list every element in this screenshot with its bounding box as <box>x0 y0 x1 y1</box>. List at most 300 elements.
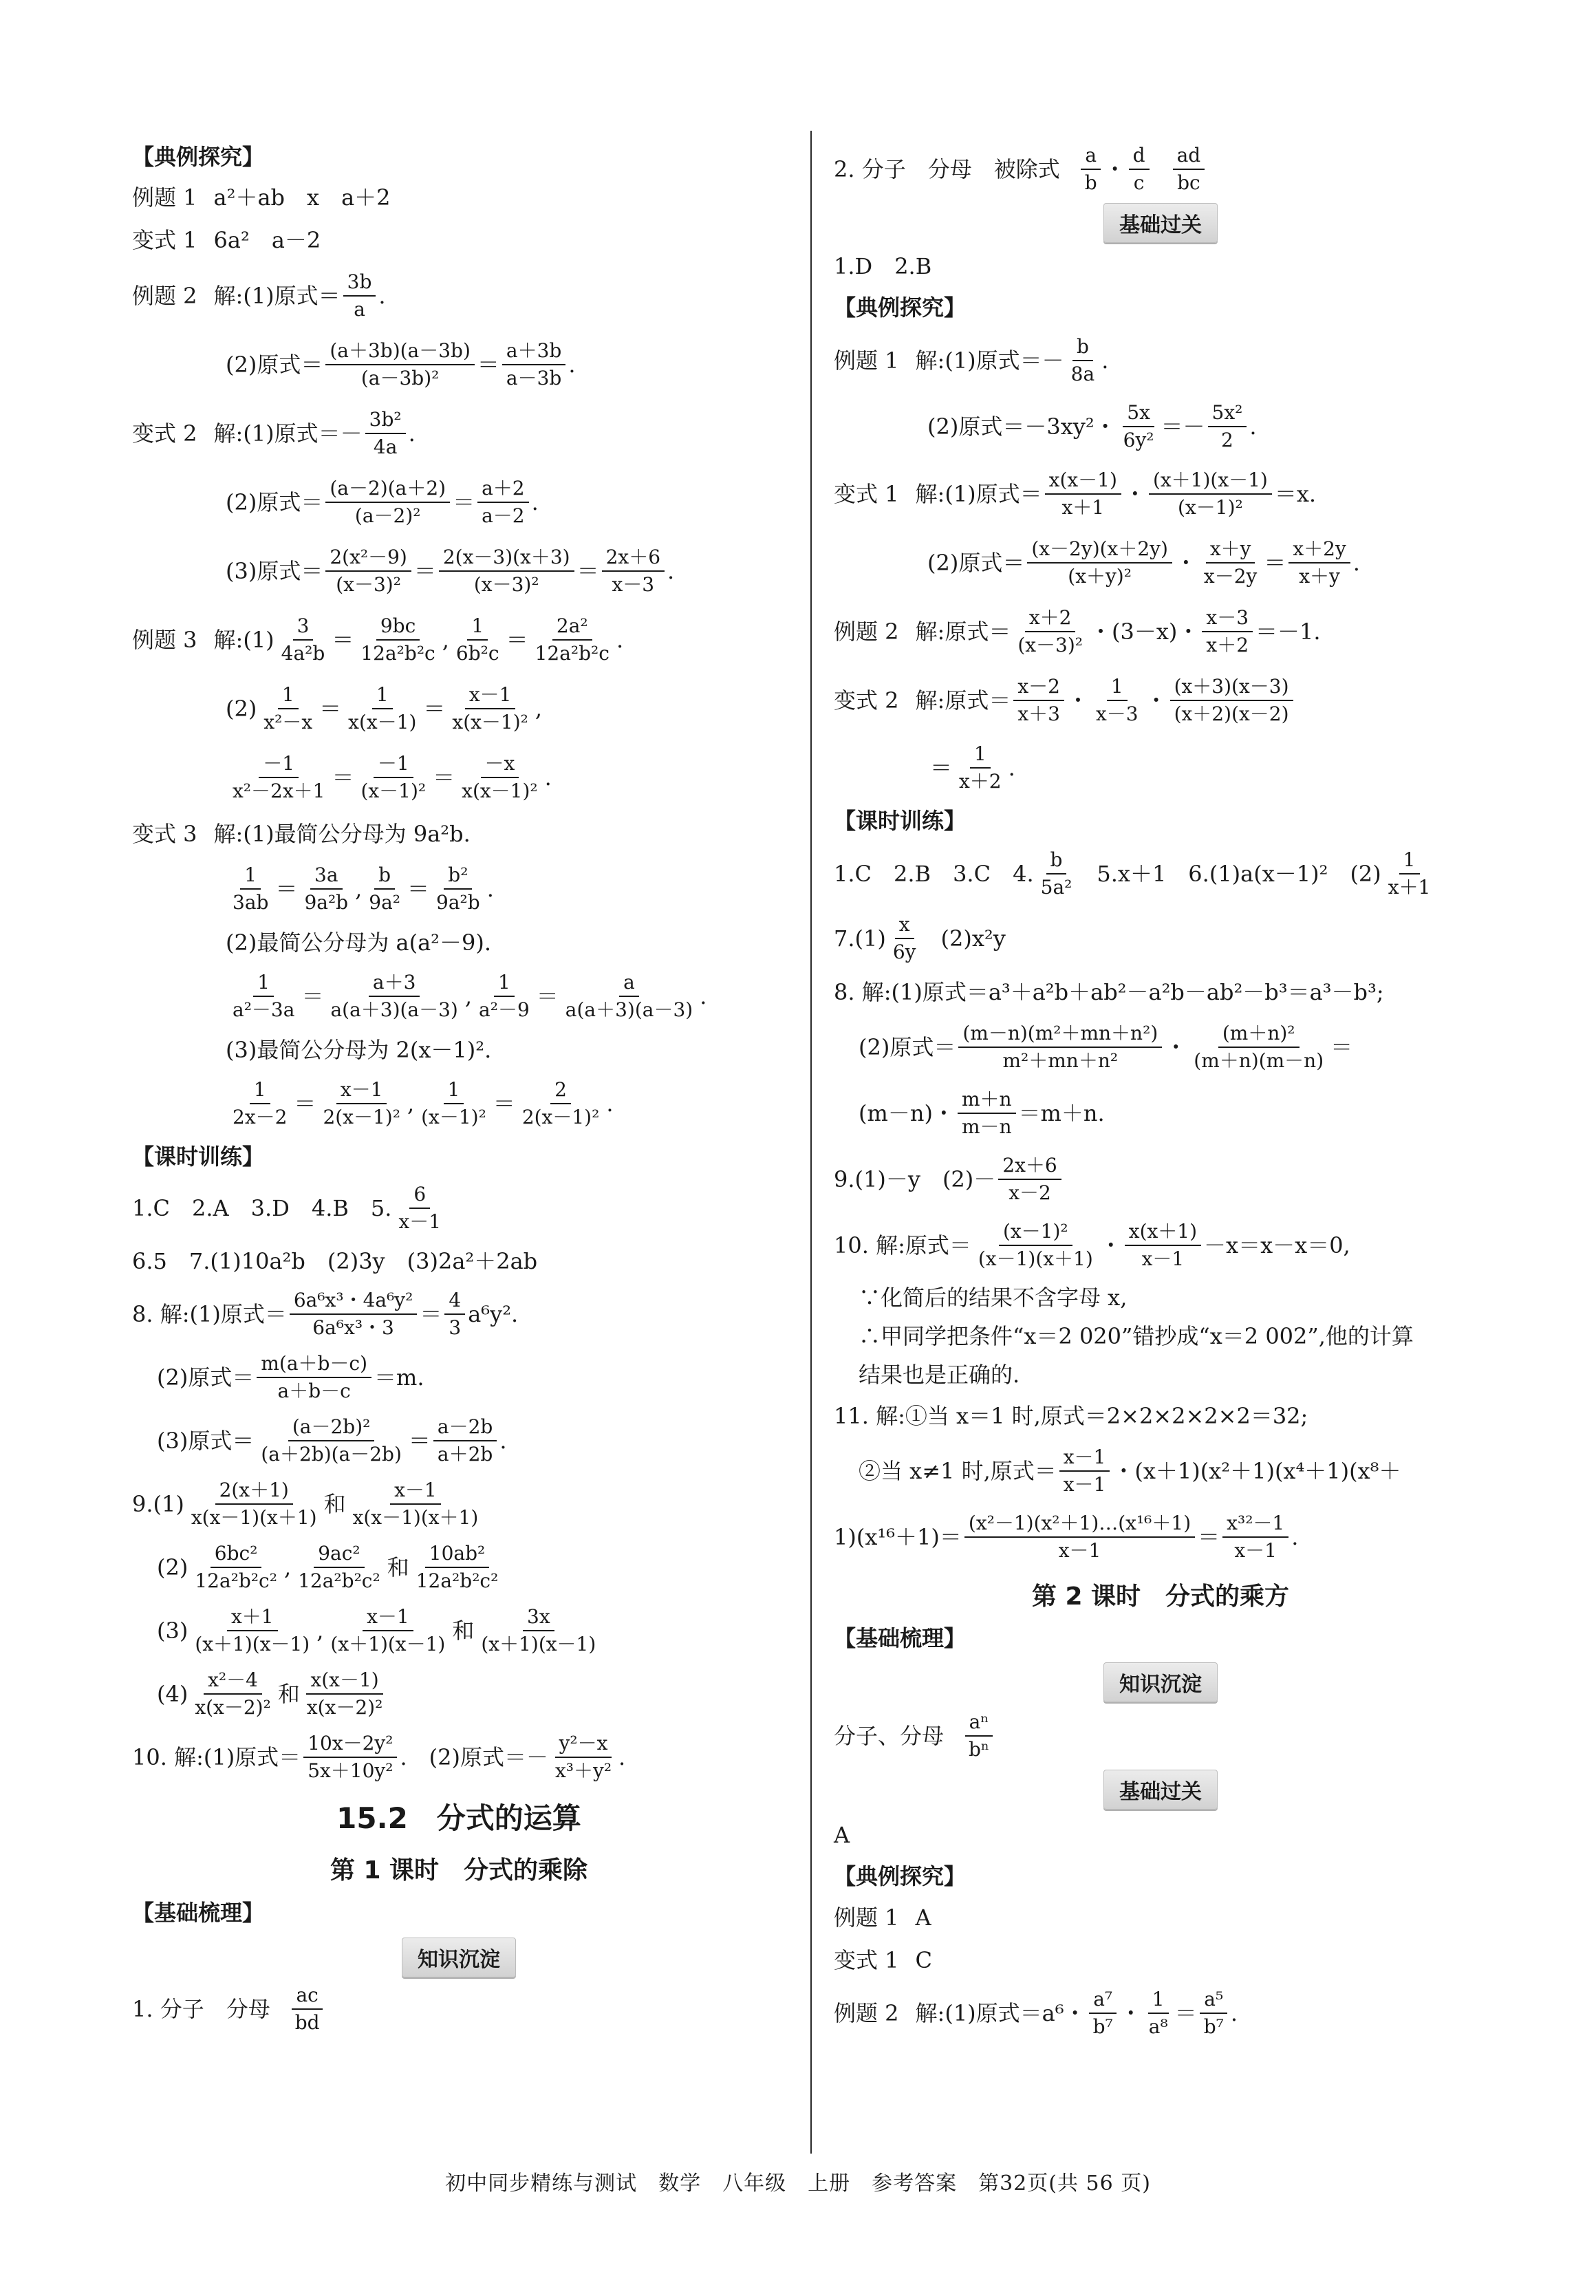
text: (x－3)² <box>473 573 539 596</box>
fraction <box>1059 1446 1110 1496</box>
text: (x＋y)² <box>1068 565 1132 588</box>
fraction <box>998 1154 1061 1204</box>
fraction <box>958 1022 1162 1072</box>
fraction <box>964 1710 993 1761</box>
exercise-10-line-3 <box>834 1317 1487 1355</box>
fraction <box>228 752 329 802</box>
text: (x＋1)(x－1) <box>330 1633 446 1655</box>
text: , <box>535 695 543 722</box>
text: 1.C 2.A 3.D 4.B 5. <box>132 1194 392 1221</box>
fraction <box>1173 144 1205 194</box>
text: (x－1)(x＋1) <box>978 1247 1093 1270</box>
text: 3x <box>523 1605 554 1631</box>
text: 12a²b²c² <box>195 1569 277 1592</box>
fraction <box>1189 1022 1328 1072</box>
text: b <box>1072 335 1093 361</box>
text: ＝ <box>407 875 430 902</box>
text: x＋2 <box>1025 606 1076 632</box>
text: x－1 <box>1234 1539 1277 1562</box>
text: ・ <box>1145 687 1167 714</box>
text: . <box>499 1427 507 1454</box>
exercise-11 <box>834 1394 1487 1438</box>
section-header <box>834 1618 1487 1658</box>
section-header <box>132 1892 786 1933</box>
text: ＝ <box>576 557 599 584</box>
text: 1 <box>1399 848 1420 875</box>
section-title: 15.2 分式的运算 <box>336 1801 581 1835</box>
column-divider <box>810 131 812 2154</box>
example-1b <box>834 1896 1487 1939</box>
text: 1 <box>494 971 515 997</box>
text: 1 <box>467 614 488 641</box>
fraction <box>1089 1988 1117 2038</box>
text: x²－2x＋1 <box>233 780 325 802</box>
fraction <box>964 1512 1195 1562</box>
knowledge-2 <box>834 138 1487 201</box>
example-3-part-2 <box>132 674 786 743</box>
text: (a－2)(a＋2) <box>325 477 450 503</box>
text: y²－x <box>555 1732 612 1758</box>
text: 9a² <box>369 891 401 914</box>
fraction <box>1170 675 1293 725</box>
text: 8a <box>1070 363 1095 385</box>
text: (2)原式＝－3xy²・ <box>927 413 1117 440</box>
text: 6a⁶x³・3 <box>312 1316 394 1339</box>
text: x＋1 <box>1061 496 1105 519</box>
text: 解:原式＝ <box>915 618 1011 645</box>
fraction <box>228 971 299 1021</box>
text: 11. 解:①当 x＝1 时,原式＝2×2×2×2×2＝32; <box>834 1402 1308 1429</box>
text: bd <box>294 2011 320 2034</box>
text: b⁷ <box>1203 2015 1224 2038</box>
text: 6.5 7.(1)10a²b (2)3y (3)2a²＋2ab <box>132 1247 538 1274</box>
fraction <box>365 408 406 458</box>
section-header <box>834 288 1487 328</box>
badge-row <box>834 201 1487 245</box>
basic-answer <box>834 1814 1487 1856</box>
text: 1 <box>253 971 274 997</box>
fraction <box>325 339 475 389</box>
text: 【课时训练】 <box>834 807 967 834</box>
text: 例题 1 <box>132 184 197 211</box>
text: 12a²b²c <box>360 642 435 665</box>
text: (3)原式＝ <box>157 1427 255 1454</box>
variant-1 <box>132 219 786 261</box>
text: ＝ <box>493 1090 515 1117</box>
text: a⁵ <box>1200 1988 1227 2014</box>
variant-2 <box>834 666 1487 735</box>
text: a－2 <box>482 504 525 527</box>
text: 6bc² <box>211 1542 262 1568</box>
exercise-11-part-2 <box>834 1438 1487 1504</box>
text: 2(x－3)(x＋3) <box>439 546 574 572</box>
text: 变式 1 <box>834 480 899 507</box>
fraction <box>394 1183 445 1233</box>
text: (x－1)² <box>1178 496 1243 519</box>
fraction <box>1125 1220 1201 1270</box>
exercise-9-part-3 <box>132 1599 786 1662</box>
text: 10x－2y² <box>303 1732 397 1758</box>
fraction <box>1027 537 1172 588</box>
text: 8. 解:(1)原式＝a³＋a²b＋ab²－a²b－ab²－b³＝a³－b³; <box>834 978 1384 1005</box>
text: 6b²c <box>455 642 499 665</box>
text: x－1 <box>363 1605 413 1631</box>
text: x－1 <box>465 683 516 709</box>
text: (x－3)² <box>1017 634 1083 656</box>
text: x－1 <box>390 1479 441 1505</box>
text: (4) <box>157 1680 188 1707</box>
text: 9ac² <box>314 1542 364 1568</box>
text: . <box>531 489 539 515</box>
right-column <box>834 138 1487 2045</box>
text: 12a²b²c² <box>416 1569 499 1592</box>
text: 例题 2 <box>132 282 197 309</box>
text: 例题 2 <box>834 618 899 645</box>
fraction <box>1149 469 1272 519</box>
text: x＋3 <box>1017 702 1060 725</box>
text: 6a² a－2 <box>213 226 321 253</box>
text: a－2b <box>433 1415 497 1441</box>
page-footer: 初中同步精练与测试 数学 八年级 上册 参考答案 第32页(共 56 页) <box>445 2171 1151 2196</box>
text: 10ab² <box>425 1542 489 1568</box>
text: 解:(1)最简公分母为 9a²b. <box>213 820 471 847</box>
text: 9.(1) <box>132 1490 184 1517</box>
text: ＝ <box>453 489 475 515</box>
text: (2)最简公分母为 a(a²－9). <box>226 929 491 956</box>
fraction <box>432 863 484 914</box>
text: x(x－1)² <box>462 780 538 802</box>
text: 【典例探究】 <box>132 143 265 170</box>
fraction <box>531 614 614 665</box>
variant-1-part-2: (2)原式＝ $\frac{(x-2y)(x+2y)}{\text{(x＋y)²}}$ ・ $\frac{x+y}{x-2y}$ ＝ $\frac{x+2y}{x+y}$ . <box>927 537 1360 588</box>
text: 9a²b <box>304 891 349 914</box>
text: －1 <box>374 752 413 778</box>
fraction <box>448 683 532 733</box>
text: 3 <box>293 614 314 641</box>
text: (x－2y)(x＋2y) <box>1027 537 1172 564</box>
fraction <box>955 742 1006 793</box>
exercise-9-part-4 <box>132 1662 786 1726</box>
fraction <box>326 971 462 1021</box>
text: a＋2 <box>477 477 529 503</box>
text: 【典例探究】 <box>834 1863 967 1889</box>
left-column <box>132 138 786 2037</box>
text: m²＋mn＋n² <box>1002 1049 1119 1072</box>
lesson-title: 第 1 课时 分式的乘除 <box>330 1856 588 1885</box>
text: (x＋2)(x－2) <box>1174 702 1289 725</box>
text: 5x＋10y² <box>308 1759 393 1782</box>
exercise-9-part-2 <box>132 1536 786 1599</box>
text: 【基础梳理】 <box>132 1899 265 1926</box>
fraction <box>1013 606 1087 656</box>
fraction <box>1081 144 1101 194</box>
text: ＝ <box>433 764 455 791</box>
text: 1 <box>372 683 393 709</box>
text: . <box>1291 1523 1299 1550</box>
text: 变式 1 <box>132 226 197 253</box>
text: 1. 分子 分母 <box>132 1995 270 2022</box>
text: 10. 解:原式＝ <box>834 1232 971 1258</box>
text: ＝ <box>413 557 436 584</box>
exercise-8-part-1 <box>132 1283 786 1346</box>
text: x－1 <box>1059 1446 1110 1472</box>
fraction <box>294 1542 385 1592</box>
fraction <box>291 1984 324 2034</box>
example-1-part-2: (2)原式＝－3xy²・ $\frac{5x}{\text{6y²}}$ ＝－ $\frac{\text{5x²}}{2}$ . <box>927 401 1257 451</box>
text: , <box>355 875 363 902</box>
text: 解:(1)原式＝－ <box>915 347 1064 374</box>
text: ∵化简后的结果不含字母 x, <box>859 1284 1128 1311</box>
exercise-8-part-3 <box>834 1080 1487 1146</box>
text: ＝ <box>536 983 559 1009</box>
text: 5x² <box>1208 401 1247 427</box>
variant-2-part-2 <box>132 468 786 537</box>
text: b <box>1084 171 1097 194</box>
text: 12a²b²c <box>535 642 610 665</box>
text: (x－3)² <box>336 573 401 596</box>
text: 1)(x¹⁶＋1)＝ <box>834 1523 962 1550</box>
text: a＋b－c <box>277 1380 351 1402</box>
text: x＋1 <box>227 1605 278 1631</box>
text: x－2y <box>1203 565 1258 588</box>
text: ＝ <box>332 764 354 791</box>
fraction <box>561 971 697 1021</box>
text: , <box>283 1554 292 1580</box>
text: bc <box>1177 171 1200 194</box>
variant-3-part-3 <box>132 1029 786 1071</box>
text: m(a＋b－c) <box>257 1352 371 1378</box>
text: x－3 <box>612 573 655 596</box>
text: 1 <box>278 683 299 709</box>
text: ・(x＋1)(x²＋1)(x⁴＋1)(x⁸＋ <box>1112 1457 1401 1484</box>
text: ＝x. <box>1274 480 1317 507</box>
text: x＋2y <box>1288 537 1350 564</box>
exercise-10-line-4 <box>834 1355 1487 1394</box>
text: x(x＋1) <box>1125 1220 1201 1246</box>
fraction <box>502 339 565 389</box>
text: x(x－1) <box>306 1669 382 1695</box>
text: (x＋1)(x－1) <box>195 1633 310 1655</box>
knowledge-badge: 知识沉淀 <box>402 1938 516 1977</box>
text: , <box>464 983 473 1009</box>
fraction <box>602 546 665 596</box>
text: x＋2 <box>959 770 1002 793</box>
text: b⁷ <box>1092 2015 1113 2038</box>
fraction <box>228 863 272 914</box>
exercise-1-5 <box>132 1177 786 1240</box>
text: ②当 x≠1 时,原式＝ <box>859 1457 1057 1484</box>
text: a⁷ <box>1089 1988 1117 2014</box>
text: (3) <box>157 1617 188 1644</box>
text: aⁿ <box>965 1710 993 1737</box>
exercise-10-line-2 <box>834 1278 1487 1317</box>
text: 2a² <box>552 614 592 641</box>
fraction <box>1129 144 1150 194</box>
text: (x－1)² <box>360 780 427 802</box>
text: x－3 <box>1095 702 1139 725</box>
text: 和 <box>277 1680 300 1707</box>
text: 8. 解:(1)原式＝ <box>132 1300 287 1327</box>
text: (x－1)² <box>421 1106 486 1128</box>
fraction <box>974 1220 1097 1270</box>
text: 变式 1 <box>834 1946 899 1973</box>
text: . <box>700 983 707 1009</box>
text: 5x <box>1123 401 1154 427</box>
text: ＝ <box>275 875 298 902</box>
fraction <box>191 1542 281 1592</box>
text: 2. 分子 分母 被除式 <box>834 155 1060 182</box>
text: . <box>667 557 675 584</box>
text: 变式 2 <box>132 420 197 447</box>
fraction <box>1288 537 1350 588</box>
text: (2)x²y <box>940 925 1006 952</box>
text: . <box>408 420 416 447</box>
text: . <box>544 764 552 791</box>
text: 5a² <box>1040 876 1072 899</box>
text: ＝ <box>294 1090 316 1117</box>
text: 解:(1)原式＝－ <box>213 420 363 447</box>
text: a(a＋3)(a－3) <box>565 998 693 1021</box>
text: 1.D 2.B <box>834 253 932 279</box>
text: 6y² <box>1123 429 1154 451</box>
text: 3a <box>310 863 343 890</box>
text: . <box>1230 1999 1238 2026</box>
text: a²＋ab x a＋2 <box>213 184 391 211</box>
exercise-9-part-1 <box>132 1472 786 1536</box>
exercise-1-6 <box>834 841 1487 907</box>
text: a²－9 <box>479 998 530 1021</box>
fraction <box>1067 335 1099 385</box>
text: ・(3－x)・ <box>1090 618 1200 645</box>
text: 9a²b <box>436 891 480 914</box>
text: 2(x＋1) <box>215 1479 293 1505</box>
text: ＝m＋n. <box>1018 1099 1105 1126</box>
text: (a＋3b)(a－3b) <box>325 339 475 365</box>
text: 解:原式＝ <box>915 687 1011 714</box>
text: 解:(1)原式＝a⁶・ <box>915 1999 1086 2026</box>
text: (m－n)・ <box>859 1099 955 1126</box>
fraction <box>303 1669 387 1719</box>
example-2-part-1 <box>132 261 786 330</box>
fraction <box>343 270 376 321</box>
variant-3-fractions-3 <box>132 1071 786 1137</box>
fraction <box>457 752 541 802</box>
basic-answers <box>834 245 1487 288</box>
exercise-10 <box>834 1212 1487 1278</box>
knowledge-answer <box>834 1706 1487 1766</box>
text: 例题 1 <box>834 347 899 374</box>
text: ・ <box>1103 155 1126 182</box>
exercise-7 <box>834 907 1487 970</box>
text: 4a <box>373 436 398 458</box>
fraction <box>444 1289 465 1339</box>
text: 5.x＋1 6.(1)a(x－1)² (2) <box>1097 860 1381 887</box>
fraction <box>303 1732 397 1782</box>
fraction <box>1200 537 1261 588</box>
text: x(x－2)² <box>195 1696 271 1719</box>
fraction <box>319 1078 405 1128</box>
text: x－1 <box>1141 1247 1185 1270</box>
text: . <box>1008 754 1015 781</box>
badge-row <box>834 1658 1487 1706</box>
badge-row <box>132 1933 786 1982</box>
fraction <box>349 1479 483 1529</box>
text: 2x＋6 <box>998 1154 1061 1180</box>
text: ・ <box>1119 1999 1142 2026</box>
text: (a－2b)² <box>288 1415 375 1441</box>
fraction <box>191 1605 314 1655</box>
text: (3)最简公分母为 2(x－1)². <box>226 1036 492 1063</box>
text: 1 <box>1107 675 1128 701</box>
text: a <box>354 298 365 321</box>
text: 【课时训练】 <box>132 1143 265 1170</box>
text: a⁸ <box>1148 2015 1168 2038</box>
text: 1.C 2.B 3.C 4. <box>834 860 1034 887</box>
text: x＋1 <box>1388 876 1431 899</box>
exercise-10 <box>132 1726 786 1789</box>
text: . <box>1352 549 1360 576</box>
text: ＝－1. <box>1255 618 1321 645</box>
fraction <box>259 683 316 733</box>
text: ＝ <box>506 626 528 653</box>
example-3-part-3 <box>132 743 786 812</box>
text: ∴甲同学把条件“x＝2 020”错抄成“x＝2 002”,他的计算 <box>859 1322 1414 1349</box>
fraction <box>277 614 330 665</box>
text: 和 <box>452 1617 475 1644</box>
badge-row <box>834 1766 1487 1814</box>
text: a⁶y². <box>468 1300 519 1327</box>
text: 3b² <box>365 408 406 434</box>
text: (3)原式＝ <box>226 557 323 584</box>
text: (x²－1)(x²＋1)…(x¹⁶＋1) <box>964 1512 1195 1538</box>
section-header <box>834 801 1487 841</box>
text: 1 <box>240 863 261 890</box>
fraction <box>300 863 352 914</box>
text: x²－4 <box>204 1669 262 1695</box>
text: m－n <box>961 1115 1012 1138</box>
fraction <box>290 1289 418 1339</box>
fraction <box>1208 401 1247 451</box>
text: ＝ <box>319 695 342 722</box>
text: b <box>374 863 395 890</box>
text: (x＋1)(x－1) <box>1149 469 1272 495</box>
text: ・ <box>1174 549 1197 576</box>
exercise-9 <box>834 1146 1487 1212</box>
fraction <box>1202 606 1253 656</box>
text: 12a²b²c² <box>298 1569 380 1592</box>
basic-badge: 基础过关 <box>1103 1770 1218 1810</box>
text: . <box>486 875 494 902</box>
fraction <box>1119 401 1158 451</box>
text: x(x－1) <box>348 711 417 733</box>
text: 2x＋6 <box>602 546 665 572</box>
fraction <box>477 477 529 527</box>
text: 2(x－1)² <box>323 1106 400 1128</box>
text: C <box>915 1946 933 1973</box>
fraction <box>1200 1988 1228 2038</box>
text: (m－n)(m²＋mn＋n²) <box>958 1022 1162 1048</box>
fraction <box>477 1605 600 1655</box>
text: . (2)原式＝－ <box>400 1744 548 1770</box>
text: 解:(1) <box>213 626 274 653</box>
exercise-8-part-2: (2)原式＝ $\frac{\text{(m－n)(m²＋mn＋n²)}}{\text{m²＋mn＋n²}}$ ・ $\frac{\text{(m＋n)²}}{(m+n)(m-n)}$ ＝ <box>859 1022 1353 1072</box>
text: (2) <box>226 695 257 722</box>
text: x(x－2)² <box>306 1696 383 1719</box>
text: 例题 3 <box>132 626 197 653</box>
text: x³²－1 <box>1222 1512 1288 1538</box>
text: b² <box>444 863 472 890</box>
text: ac <box>292 1984 322 2010</box>
